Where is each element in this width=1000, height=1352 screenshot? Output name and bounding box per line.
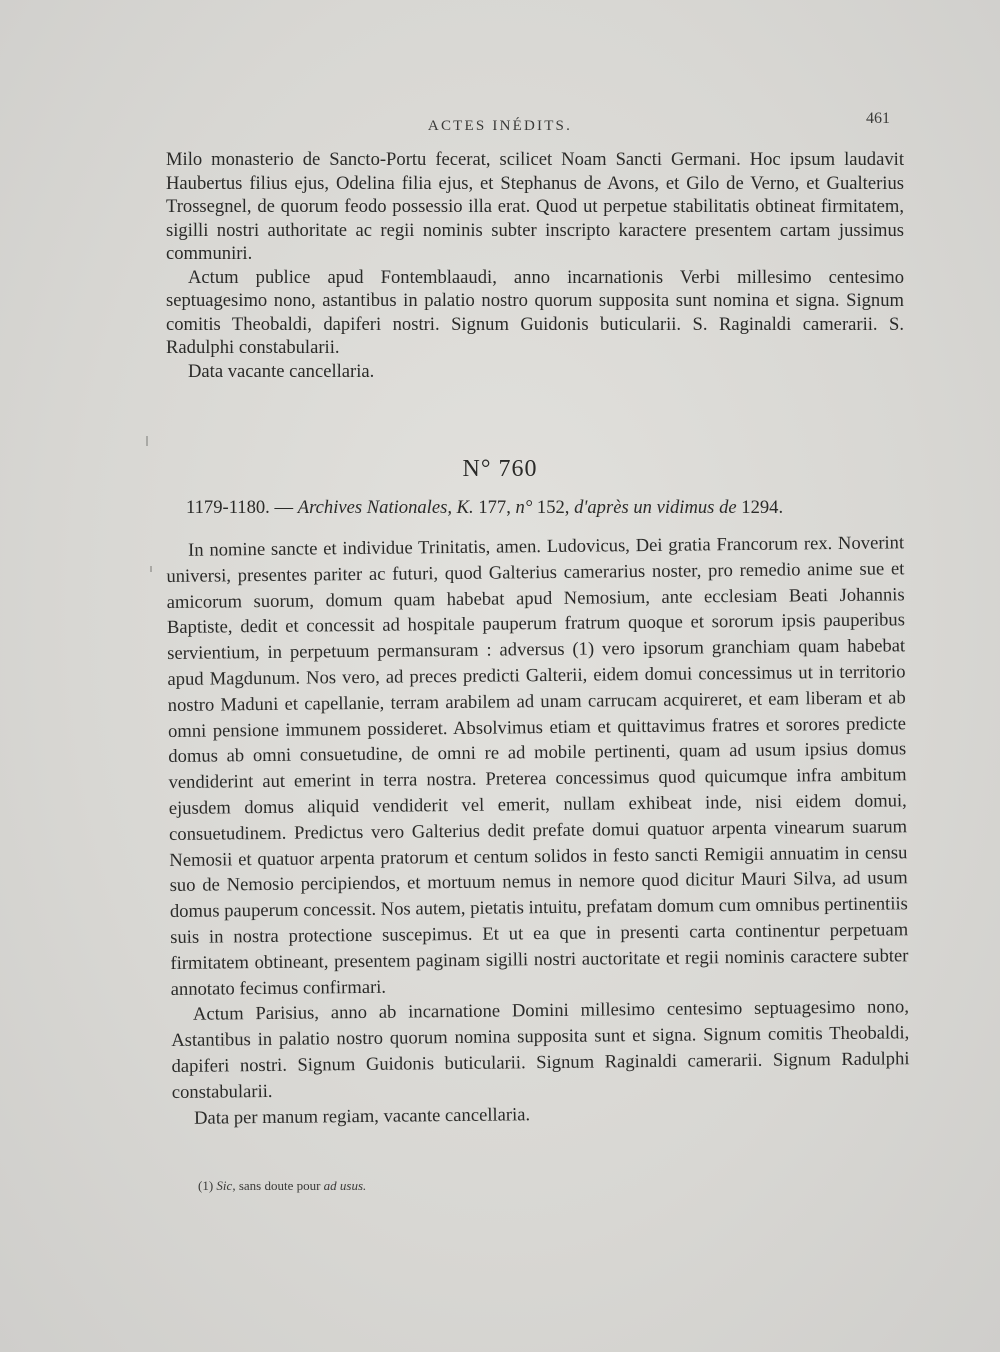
paragraph: Actum Parisius, anno ab incarnatione Domini millesimo centesimo septuagesimo nono, Astantibus in palatio nostro quorum nomina supposita sunt et signa. Signum comitis Theobaldi, dapiferi nostri. Signum Guidonis buticularii. Signum Raginaldi camerarii. Signum Radulphi constabularii. xyxy=(171,996,910,1103)
source-vidimus: d'après un vidimus de xyxy=(574,497,737,518)
source-archive: Archives Nationales, K. xyxy=(297,497,474,518)
source-number-label: n° xyxy=(515,497,533,518)
source-date: 1179-1180. — xyxy=(186,497,298,518)
page-number: 461 xyxy=(866,110,890,127)
source-year: 1294. xyxy=(736,497,784,518)
source-number: 152, xyxy=(532,497,575,518)
paragraph: Data per manum regiam, vacante cancellaria. xyxy=(193,1103,531,1129)
footnote-sic: Sic xyxy=(216,1178,233,1193)
source-citation xyxy=(186,496,906,520)
paragraph: Actum publice apud Fontemblaaudi, anno incarnationis Verbi millesimo centesimo septuagesimo nono, astantibus in palatio nostro quorum supposita sunt nomina et signa. Signum comitis Theobaldi, dapiferi nostri. Signum Guidonis buticularii. S. Raginaldi camerarii. S. Radulphi constabularii. xyxy=(166,266,904,358)
paragraph: Data vacante cancellaria. xyxy=(188,360,375,382)
paper-speck xyxy=(146,436,148,446)
footnote-text: , sans doute pour xyxy=(232,1178,324,1193)
footnote-ad-usus: ad usus. xyxy=(323,1178,367,1193)
footnote-marker: (1) xyxy=(198,1178,217,1193)
document-number: N° 760 xyxy=(462,456,538,482)
paper-speck xyxy=(150,566,152,572)
previous-act-continuation xyxy=(166,148,904,383)
footnote xyxy=(198,1178,366,1194)
source-ref: 177, xyxy=(473,497,516,518)
paragraph: Milo monasterio de Sancto-Portu fecerat, scilicet Noam Sancti Germani. Hoc ipsum laudavit Haubertus filius ejus, Odelina filia ejus, et Stephanus de Avons, et Gilo de Verno, et Gualterius Trossegnel, de quorum feodo possessio illa erat. Quod ut perpetue stabilitatis obtineat firmitatem, sigilli nostri authoritate ac regii nominis subter inscripto karactere presentem cartam jussimus communiri. xyxy=(166,149,904,264)
running-header: ACTES INÉDITS. xyxy=(427,118,573,134)
charter-text xyxy=(166,530,910,1131)
paragraph: In nomine sancte et individue Trinitatis, amen. Ludovicus, Dei gratia Francorum rex. Noverint universi, presentes pariter ac futuri, quod Galterius camerarius noster, pro remedio anime sue et amicorum suorum, domum quam habebat apud Nemosium, ante ecclesiam Beati Johannis Baptiste, dedit et concessit ad hospitale pauperum fratrum quoque et sororum ipsis pauperibus servientium, in perpetuum permansuram : adversus (1) vero ipsorum granchiam quam habebat apud Magdunum. Nos vero, ad preces predicti Galterii, eidem domui concessimus ut in territorio nostro Maduni et capellanie, terram arabilem ad unam carrucam acquireret, et eam liberam et ab omni pensione immunem possideret. Absolvimus etiam et quittavimus fratres et sorores predicte domus ab omni consuetudine, de omni re ad mobile pertinenti, quam ad usum ipsius domus vendiderint aut emerint in terra nostra. Preterea concessimus quod quicumque infra ambitum ejusdem domus aliquid vendiderit vel emerit, nullam exhibeat inde, nisi eidem domui, consuetudinem. Predictus vero Galterius dedit prefate domui quatuor arpenta vinearum suarum Nemosii et quatuor arpenta pratorum et centum solidos in festo sancti Remigii annuatim in censu suo de Nemosio percipiendos, et mortuum nemus in nemore quod dicitur Mauri Silva, ad usum domus pauperum concessit. Nos autem, pietatis intuitu, prefatam domum cum omnibus pertinentiis suis in nostra protectione suscepimus. Et ut ea que in presenti carta continentur perpetuam firmitatem obtineant, presentem paginam sigilli nostri auctoritate et regii nominis caractere subter annotato fecimus confirmari. xyxy=(166,532,909,1000)
